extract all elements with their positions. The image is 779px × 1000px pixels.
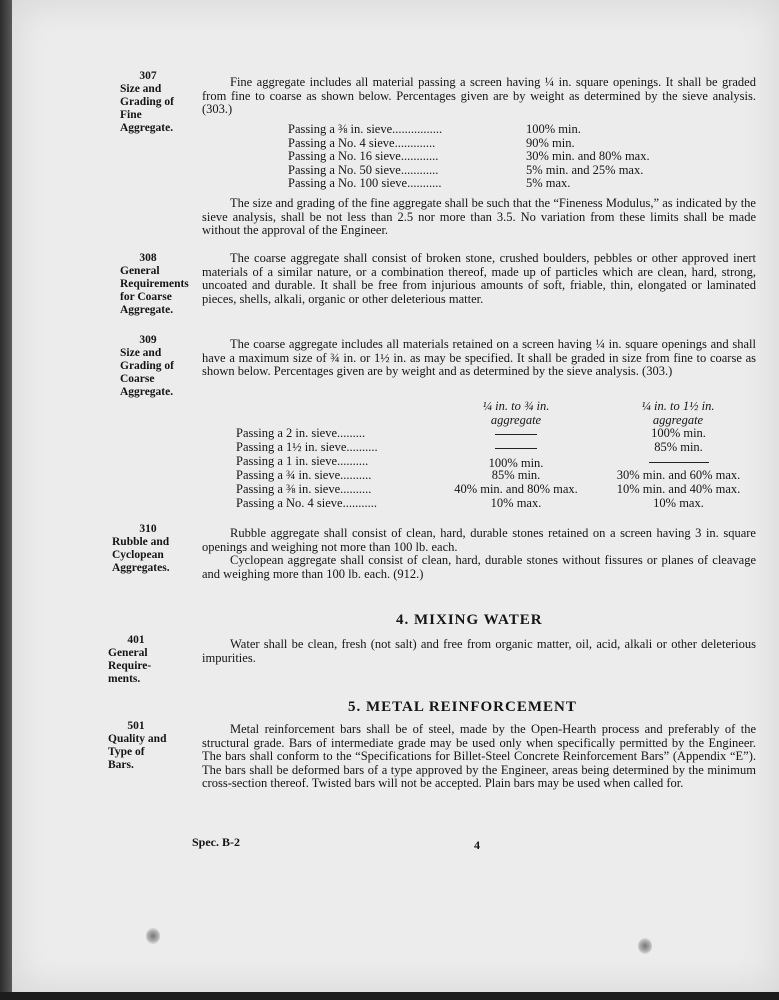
section-number: 308 — [139, 252, 157, 264]
section-number: 307 — [139, 70, 157, 82]
section-title-line: Bars. — [108, 759, 134, 771]
sieve-row — [288, 164, 726, 178]
section-title-line: Fine — [120, 109, 142, 121]
section-title-line: General — [108, 647, 148, 659]
punch-hole — [638, 938, 652, 954]
section-number: 310 — [139, 523, 157, 535]
punch-hole — [146, 928, 160, 944]
section-310-label — [112, 523, 192, 575]
cell-value: 85% min. — [654, 440, 703, 454]
sieve-row — [288, 123, 726, 137]
cell-value: 100% min. — [488, 456, 544, 470]
column-header-line: ¼ in. to ¾ in. — [482, 399, 550, 413]
paragraph: Metal reinforcement bars shall be of steel, made by the Open-Hearth process and preferably of the structural grade. Bars of intermediate grade may be used only when specifically permitted by the Engineer. The bars shall conform to the “Specifications for Billet-Steel Concrete Reinforcement Bars” (Appendix “E”). The bars shall be deformed bars of a type approved by the Engineer, areas being determined by the minimum cross-section thereof. Twisted bars will not be accepted. Plain bars may be used when called for. — [202, 722, 756, 791]
sieve-label: Passing a No. 16 sieve............ — [288, 149, 439, 164]
section-title-line: Aggregates. — [112, 562, 170, 574]
cell-value: 10% max. — [653, 496, 704, 510]
dash-cell — [441, 427, 591, 441]
section-401-text — [202, 638, 756, 665]
sieve-value: 5% max. — [526, 176, 571, 191]
dash-cell — [601, 455, 756, 469]
sieve-row — [288, 137, 726, 151]
section-title-line: Size and — [120, 347, 162, 359]
sieve-label: Passing a No. 50 sieve............ — [288, 162, 439, 177]
section-309-label — [120, 334, 200, 399]
cell-value: 100% min. — [651, 426, 706, 440]
section-308-label — [120, 252, 200, 317]
row-label: Passing a No. 4 sieve........... — [236, 496, 377, 510]
column-header-1-1-2 — [608, 400, 748, 427]
column-header-3-4 — [446, 400, 586, 427]
section-title-line: Grading of — [120, 96, 174, 108]
section-title-line: Cyclopean — [112, 549, 164, 561]
section-501-label — [108, 720, 188, 772]
section-title-line: ments. — [108, 673, 141, 685]
sieve-label: Passing a ⅜ in. sieve................ — [288, 122, 443, 136]
sieve-value: 90% min. — [526, 135, 575, 150]
section-title-line: Aggregate. — [120, 386, 174, 398]
column-header-line: aggregate — [652, 412, 704, 427]
section-title-line: for Coarse — [120, 291, 172, 303]
section-title-line: Rubble and — [112, 536, 170, 548]
section-310-text — [202, 527, 756, 581]
cell-value: 40% min. and 80% max. — [454, 482, 578, 496]
page-binding-edge — [0, 0, 12, 1000]
row-label: Passing a 1½ in. sieve.......... — [236, 440, 378, 454]
paragraph: The coarse aggregate shall consist of broken stone, crushed boulders, pebbles or other approved inert materials of a similar nature, or a combination thereof, made up of particles which are clean, hard, strong, uncoated and durable. It shall be free from injurious amounts of soft, friable, thin, elongated or laminated pieces, shells, alkali, organic or other deleterious matter. — [202, 251, 756, 306]
section-307-text — [202, 76, 756, 117]
fine-sieve-table — [288, 123, 726, 191]
sieve-row — [288, 150, 726, 164]
paragraph: Rubble aggregate shall consist of clean, hard, durable stones retained on a screen having 3 in. square openings and weighing not more than 100 lb. each. — [202, 526, 756, 554]
section-number: 501 — [127, 720, 145, 732]
section-308-text — [202, 252, 756, 306]
column-header-line: ¼ in. to 1½ in. — [641, 399, 715, 413]
sieve-label: Passing a No. 4 sieve............. — [288, 135, 436, 150]
column-header-line: aggregate — [490, 412, 542, 427]
section-title-line: General — [120, 265, 160, 277]
heading-mixing-water: 4. MIXING WATER — [396, 612, 543, 628]
sieve-value: 5% min. and 25% max. — [526, 162, 644, 177]
sieve-value: 100% min. — [526, 122, 581, 136]
row-label: Passing a ¾ in. sieve.......... — [236, 468, 372, 482]
paragraph: Fine aggregate includes all material passing a screen having ¼ in. square openings. It shall be graded from fine to coarse as shown below. Percentages given are by weight as determined by the sieve analysis. (303.) — [202, 75, 756, 117]
cell-value: 30% min. and 60% max. — [616, 468, 741, 482]
section-309-text — [202, 338, 756, 379]
paragraph: The size and grading of the fine aggregate shall be such that the “Fineness Modulus,” as indicated by the sieve analysis, shall be not less than 2.5 nor more than 3.5. No variation from these limits shall be made without the approval of the Engineer. — [202, 196, 756, 238]
section-number: 309 — [139, 334, 157, 346]
sieve-label: Passing a No. 100 sieve........... — [288, 176, 442, 191]
row-label: Passing a 1 in. sieve.......... — [236, 454, 369, 468]
cell-value: 85% min. — [491, 468, 541, 482]
section-307-text-2 — [202, 197, 756, 238]
row-label: Passing a ⅜ in. sieve.......... — [236, 482, 372, 496]
cell-value: 10% min. and 40% max. — [616, 482, 741, 496]
section-title-line: Grading of — [120, 360, 174, 372]
sieve-value: 30% min. and 80% max. — [526, 149, 650, 164]
row-label: Passing a 2 in. sieve......... — [236, 426, 366, 440]
section-title-line: Type of — [108, 746, 145, 758]
section-title-line: Requirements — [120, 278, 189, 290]
section-401-label — [108, 634, 188, 686]
section-title-line: Coarse — [120, 373, 155, 385]
section-501-text — [202, 723, 756, 791]
section-title-line: Aggregate. — [120, 304, 174, 316]
section-307-label — [120, 70, 200, 135]
page-number: 4 — [474, 838, 480, 852]
dash-cell — [441, 441, 591, 455]
section-title-line: Size and — [120, 83, 162, 95]
paragraph: The coarse aggregate includes all materials retained on a screen having ¼ in. square openings and shall have a maximum size of ¾ in. or 1½ in. as may be specified. It shall be graded in size from fine to coarse as shown below. Percentages given are by weight and as determined by the sieve analysis. (303.) — [202, 337, 756, 379]
paragraph: Water shall be clean, fresh (not salt) and free from organic matter, oil, acid, alkali or other deleterious impurities. — [202, 637, 756, 665]
cell-value: 10% max. — [490, 496, 542, 510]
page-bottom-shadow — [0, 992, 779, 1000]
heading-metal-reinforcement: 5. METAL REINFORCEMENT — [348, 699, 577, 715]
sieve-row — [288, 177, 726, 191]
spec-code: Spec. B-2 — [192, 835, 240, 849]
section-number: 401 — [127, 634, 145, 646]
paragraph: Cyclopean aggregate shall consist of clean, hard, durable stones without fissures or planes of cleavage and weighing more than 100 lb. each. (912.) — [202, 553, 756, 581]
section-title-line: Require- — [108, 660, 152, 672]
section-title-line: Quality and — [108, 733, 167, 745]
section-title-line: Aggregate. — [120, 122, 174, 134]
